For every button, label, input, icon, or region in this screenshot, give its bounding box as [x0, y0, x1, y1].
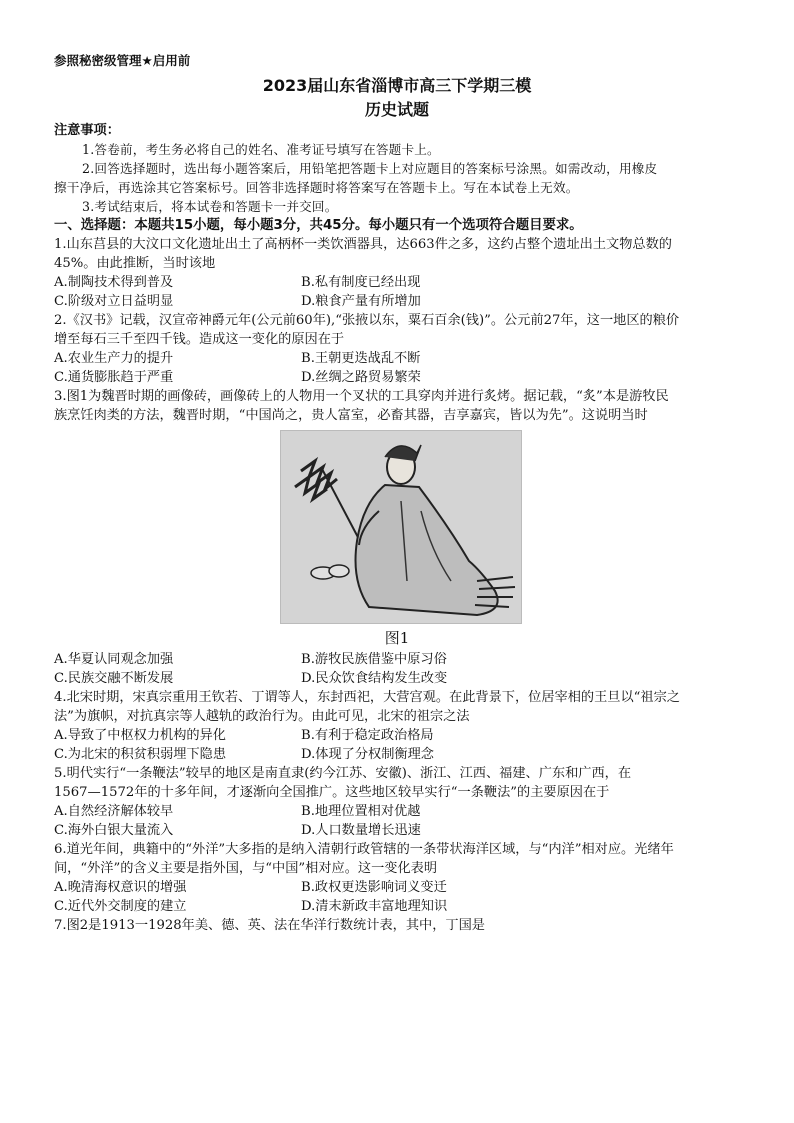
question-1-text: 1.山东莒县的大汶口文化遗址出土了高柄杯一类饮酒器具，达663件之多，这约占整个遗址出土文物总数的	[54, 237, 672, 252]
option-c: C.通货膨胀趋于严重	[54, 370, 174, 385]
option-a: A.导致了中枢权力机构的异化	[54, 728, 226, 743]
question-1-options	[54, 274, 756, 292]
question-5-text: 5.明代实行“一条鞭法”较早的地区是南直隶(约今江苏、安徽)、浙江、江西、福建、广东和广西，在	[54, 766, 632, 781]
question-4-text: 法”为旗帜，对抗真宗等人越轨的政治行为。由此可见，北宋的祖宗之法	[54, 709, 470, 724]
option-d: D.民众饮食结构发生改变	[301, 671, 448, 686]
question-2-options	[54, 350, 756, 368]
option-c: C.阶级对立日益明显	[54, 294, 174, 309]
question-6-text: 6.道光年间，典籍中的“外洋”大多指的是纳入清朝行政管辖的一条带状海洋区域，与“内洋”相对应。光绪年	[54, 842, 674, 857]
notice-item: 擦干净后，再选涂其它答案标号。回答非选择题时将答案写在答题卡上。写在本试卷上无效。	[54, 180, 579, 195]
option-d: D.丝绸之路贸易繁荣	[301, 370, 421, 385]
exam-title: 2023届山东省淄博市高三下学期三模	[262, 76, 532, 95]
option-a: A.制陶技术得到普及	[54, 275, 174, 290]
question-3-options	[54, 670, 756, 688]
notice-item: 1.答卷前，考生务必将自己的姓名、准考证号填写在答题卡上。	[82, 142, 440, 157]
option-b: B.有利于稳定政治格局	[301, 728, 434, 743]
question-4-options	[54, 727, 756, 745]
option-d: D.体现了分权制衡理念	[301, 747, 434, 762]
question-7-text: 7.图2是1913一1928年美、德、英、法在华洋行数统计表，其中，丁国是	[54, 918, 485, 933]
question-5-text: 1567—1572年的十多年间，才逐渐向全国推广。这些地区较早实行“一条鞭法”的主要原因在于	[54, 785, 610, 800]
question-6-text: 间，“外洋”的含义主要是指外国，与“中国”相对应。这一变化表明	[54, 861, 438, 876]
option-a: A.自然经济解体较早	[54, 804, 174, 819]
option-c: C.民族交融不断发展	[54, 671, 174, 686]
notice-item: 2.回答选择题时，选出每小题答案后，用铅笔把答题卡上对应题目的答案标号涂黑。如需改动，用橡皮	[82, 161, 658, 176]
question-3-text: 3.图1为魏晋时期的画像砖，画像砖上的人物用一个叉状的工具穿肉并进行炙烤。据记载，“炙”本是游牧民	[54, 389, 669, 404]
question-5-options	[54, 822, 756, 840]
charcoal-stove	[329, 565, 349, 577]
option-d: D.粮食产量有所增加	[301, 294, 421, 309]
option-a: A.晚清海权意识的增强	[54, 880, 187, 895]
secret-level-label: 参照秘密级管理★启用前	[54, 53, 191, 68]
question-4-options	[54, 746, 756, 764]
question-1-options	[54, 293, 756, 311]
question-6-options	[54, 879, 756, 897]
question-1-text: 45%。由此推断，当时该地	[54, 256, 216, 271]
question-2-text: 2.《汉书》记载，汉宣帝神爵元年(公元前60年),“张掖以东，粟石百余(钱)”。公元前27年，这一地区的粮价	[54, 313, 680, 328]
question-3-options	[54, 651, 756, 669]
exam-subtitle: 历史试题	[364, 100, 429, 119]
option-a: A.华夏认同观念加强	[54, 652, 174, 667]
option-d: D.人口数量增长迅速	[301, 823, 421, 838]
option-b: B.政权更迭影响词义变迁	[301, 880, 447, 895]
question-5-options	[54, 803, 756, 821]
option-a: A.农业生产力的提升	[54, 351, 174, 366]
option-c: C.海外白银大量流入	[54, 823, 174, 838]
option-c: C.为北宋的积贫积弱埋下隐患	[54, 747, 227, 762]
figure-1-brick-painting	[280, 430, 522, 624]
question-6-options	[54, 898, 756, 916]
figure-1-caption: 图1	[384, 629, 410, 647]
question-2-text: 增至每石三千至四千钱。造成这一变化的原因在于	[54, 332, 345, 347]
question-2-options	[54, 369, 756, 387]
notice-item: 3.考试结束后，将本试卷和答题卡一并交回。	[82, 199, 338, 214]
option-b: B.游牧民族借鉴中原习俗	[301, 652, 447, 667]
option-d: D.清末新政丰富地理知识	[301, 899, 448, 914]
question-3-text: 族烹饪肉类的方法，魏晋时期，“中国尚之，贵人富室，必畜其器，吉享嘉宾，皆以为先”。这说明当时	[54, 408, 648, 423]
option-b: B.地理位置相对优越	[301, 804, 421, 819]
option-b: B.私有制度已经出现	[301, 275, 421, 290]
option-b: B.王朝更迭战乱不断	[301, 351, 421, 366]
question-4-text: 4.北宋时期，宋真宗重用王钦若、丁谓等人，东封西祀，大营宫观。在此背景下，位居宰相的王旦以“祖宗之	[54, 690, 680, 705]
brick-painting-illustration	[281, 431, 521, 623]
notice-heading: 注意事项：	[54, 123, 120, 138]
section-heading: 一、选择题：本题共15小题，每小题3分，共45分。每小题只有一个选项符合题目要求。	[54, 218, 583, 233]
option-c: C.近代外交制度的建立	[54, 899, 187, 914]
